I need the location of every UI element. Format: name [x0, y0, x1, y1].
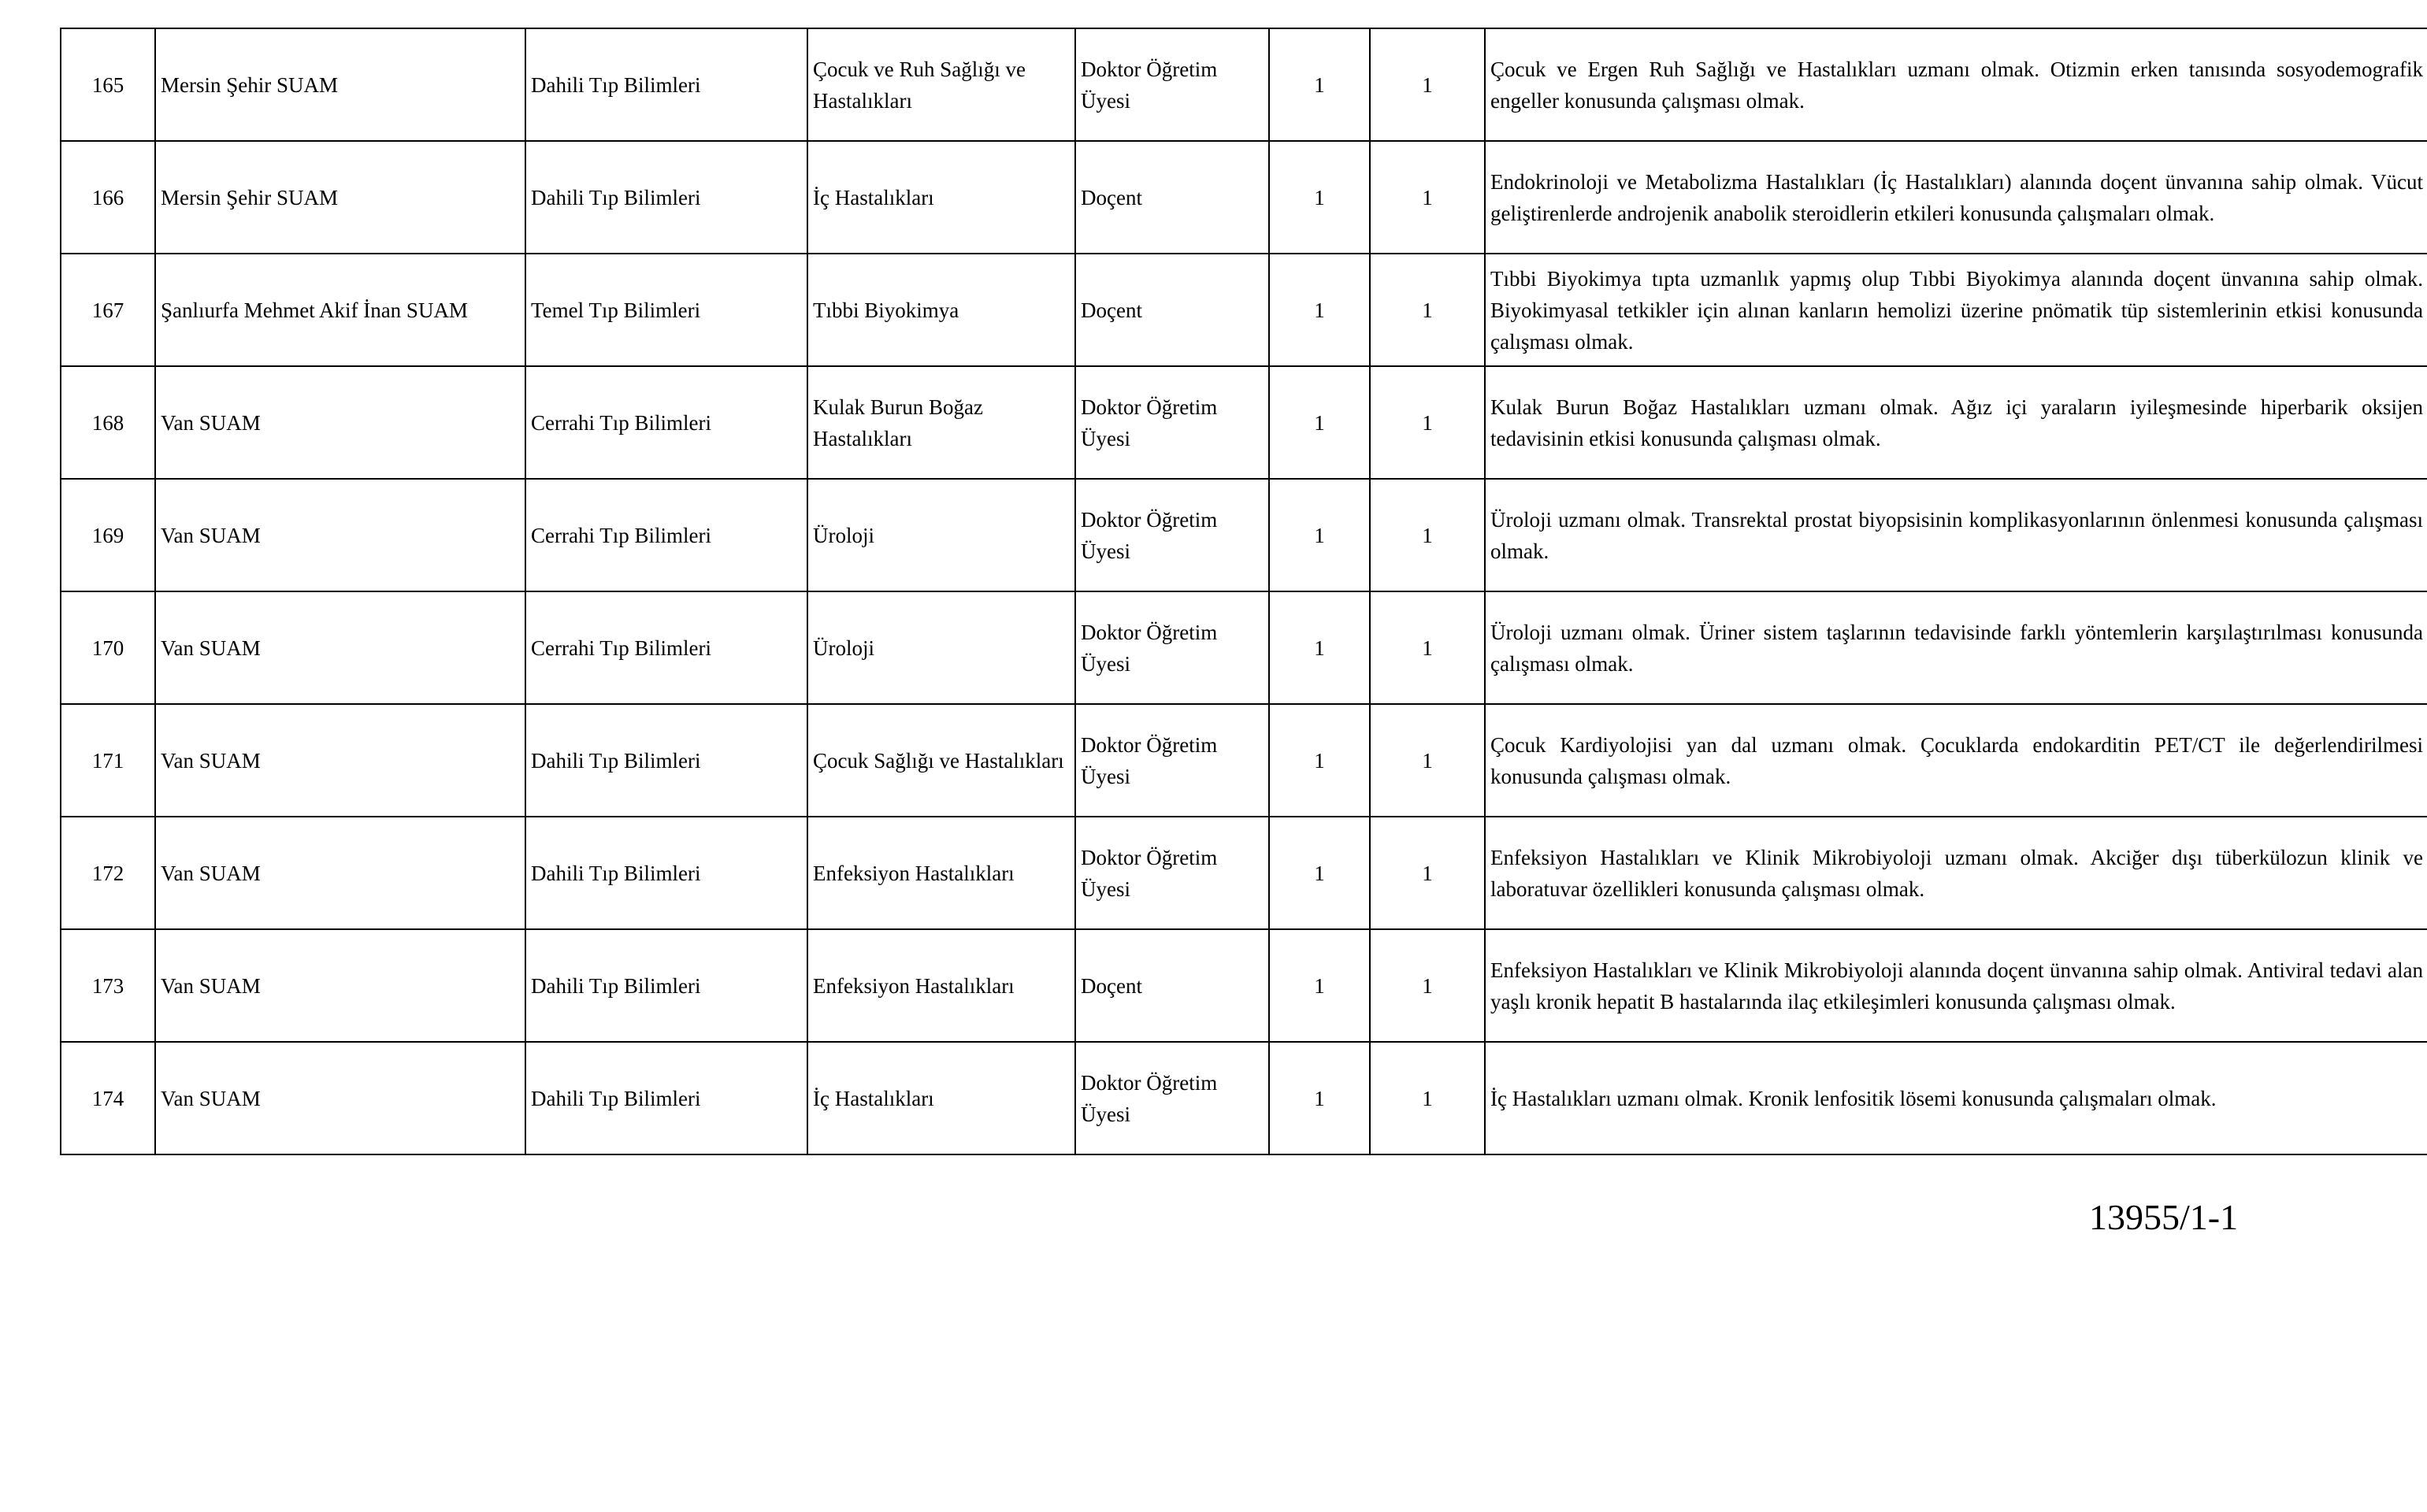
- requirement-cell: Üroloji uzmanı olmak. Transrektal prostat biyopsisinin komplikasyonlarının önlenmesi konusunda çalışması olmak.: [1485, 479, 2427, 591]
- table-row: [61, 704, 2427, 817]
- table-row: [61, 817, 2427, 929]
- requirement-cell: Endokrinoloji ve Metabolizma Hastalıkları (İç Hastalıkları) alanında doçent ünvanına sahip olmak. Vücut geliştirenlerde androjenik anabolik steroidlerin etkileri konusunda çalışmaları olmak.: [1485, 141, 2427, 254]
- requirement-cell: Çocuk Kardiyolojisi yan dal uzmanı olmak. Çocuklarda endokarditin PET/CT ile değerlendirilmesi konusunda çalışması olmak.: [1485, 704, 2427, 817]
- academic-title-cell: Doktor Öğretim Üyesi: [1075, 479, 1269, 591]
- count-cell: 1: [1370, 704, 1485, 817]
- institution-cell: Mersin Şehir SUAM: [155, 141, 525, 254]
- academic-title-cell: Doktor Öğretim Üyesi: [1075, 366, 1269, 479]
- academic-title-cell: Doçent: [1075, 254, 1269, 366]
- field-cell: Cerrahi Tıp Bilimleri: [525, 479, 807, 591]
- department-cell: Çocuk Sağlığı ve Hastalıkları: [807, 704, 1075, 817]
- count-cell: 1: [1370, 929, 1485, 1042]
- academic-title-cell: Doktor Öğretim Üyesi: [1075, 704, 1269, 817]
- field-cell: Dahili Tıp Bilimleri: [525, 1042, 807, 1154]
- requirement-cell: Enfeksiyon Hastalıkları ve Klinik Mikrobiyoloji alanında doçent ünvanına sahip olmak. Antiviral tedavi alan yaşlı kronik hepatit B hastalarında ilaç etkileşimleri konusunda çalışması olmak.: [1485, 929, 2427, 1042]
- institution-cell: Van SUAM: [155, 817, 525, 929]
- field-cell: Temel Tıp Bilimleri: [525, 254, 807, 366]
- count-cell: 1: [1269, 366, 1370, 479]
- requirement-cell: Enfeksiyon Hastalıkları ve Klinik Mikrobiyoloji uzmanı olmak. Akciğer dışı tüberkülozun klinik ve laboratuvar özellikleri konusunda çalışması olmak.: [1485, 817, 2427, 929]
- institution-cell: Van SUAM: [155, 704, 525, 817]
- row-number-cell: 173: [61, 929, 155, 1042]
- institution-cell: Mersin Şehir SUAM: [155, 28, 525, 141]
- count-cell: 1: [1269, 141, 1370, 254]
- department-cell: İç Hastalıkları: [807, 141, 1075, 254]
- institution-cell: Van SUAM: [155, 591, 525, 704]
- count-cell: 1: [1370, 1042, 1485, 1154]
- count-cell: 1: [1269, 1042, 1370, 1154]
- field-cell: Dahili Tıp Bilimleri: [525, 28, 807, 141]
- academic-title-cell: Doçent: [1075, 929, 1269, 1042]
- table-row: [61, 479, 2427, 591]
- row-number-cell: 166: [61, 141, 155, 254]
- academic-title-cell: Doktor Öğretim Üyesi: [1075, 591, 1269, 704]
- announcement-table: [60, 28, 2427, 1155]
- field-cell: Dahili Tıp Bilimleri: [525, 704, 807, 817]
- document-reference-number: 13955/1-1: [2089, 1197, 2239, 1237]
- count-cell: 1: [1370, 366, 1485, 479]
- count-cell: 1: [1269, 254, 1370, 366]
- row-number-cell: 172: [61, 817, 155, 929]
- count-cell: 1: [1370, 817, 1485, 929]
- institution-cell: Şanlıurfa Mehmet Akif İnan SUAM: [155, 254, 525, 366]
- table-row: [61, 254, 2427, 366]
- academic-title-cell: Doktor Öğretim Üyesi: [1075, 28, 1269, 141]
- count-cell: 1: [1370, 591, 1485, 704]
- field-cell: Cerrahi Tıp Bilimleri: [525, 366, 807, 479]
- department-cell: Üroloji: [807, 591, 1075, 704]
- requirement-cell: Çocuk ve Ergen Ruh Sağlığı ve Hastalıkları uzmanı olmak. Otizmin erken tanısında sosyodemografik engeller konusunda çalışması olmak.: [1485, 28, 2427, 141]
- institution-cell: Van SUAM: [155, 479, 525, 591]
- table-row: [61, 1042, 2427, 1154]
- table-row: [61, 141, 2427, 254]
- count-cell: 1: [1370, 28, 1485, 141]
- count-cell: 1: [1269, 591, 1370, 704]
- department-cell: Enfeksiyon Hastalıkları: [807, 817, 1075, 929]
- table-body: [61, 28, 2427, 1154]
- requirement-cell: İç Hastalıkları uzmanı olmak. Kronik lenfositik lösemi konusunda çalışmaları olmak.: [1485, 1042, 2427, 1154]
- row-number-cell: 168: [61, 366, 155, 479]
- field-cell: Dahili Tıp Bilimleri: [525, 929, 807, 1042]
- table-row: [61, 366, 2427, 479]
- department-cell: Üroloji: [807, 479, 1075, 591]
- requirement-cell: Tıbbi Biyokimya tıpta uzmanlık yapmış olup Tıbbi Biyokimya alanında doçent ünvanına sahip olmak. Biyokimyasal tetkikler için alınan kanların hemolizi üzerine pnömatik tüp sistemlerinin etkisi konusunda çalışması olmak.: [1485, 254, 2427, 366]
- count-cell: 1: [1269, 817, 1370, 929]
- requirement-cell: Kulak Burun Boğaz Hastalıkları uzmanı olmak. Ağız içi yaraların iyileşmesinde hiperbarik oksijen tedavisinin etkisi konusunda çalışması olmak.: [1485, 366, 2427, 479]
- institution-cell: Van SUAM: [155, 929, 525, 1042]
- table-row: [61, 929, 2427, 1042]
- row-number-cell: 174: [61, 1042, 155, 1154]
- department-cell: İç Hastalıkları: [807, 1042, 1075, 1154]
- count-cell: 1: [1269, 28, 1370, 141]
- count-cell: 1: [1370, 141, 1485, 254]
- requirement-cell: Üroloji uzmanı olmak. Üriner sistem taşlarının tedavisinde farklı yöntemlerin karşılaştırılması konusunda çalışması olmak.: [1485, 591, 2427, 704]
- row-number-cell: 167: [61, 254, 155, 366]
- academic-title-cell: Doktor Öğretim Üyesi: [1075, 817, 1269, 929]
- row-number-cell: 170: [61, 591, 155, 704]
- table-row: [61, 591, 2427, 704]
- academic-title-cell: Doktor Öğretim Üyesi: [1075, 1042, 1269, 1154]
- field-cell: Dahili Tıp Bilimleri: [525, 141, 807, 254]
- count-cell: 1: [1269, 704, 1370, 817]
- department-cell: Çocuk ve Ruh Sağlığı ve Hastalıkları: [807, 28, 1075, 141]
- table-row: [61, 28, 2427, 141]
- count-cell: 1: [1269, 479, 1370, 591]
- row-number-cell: 165: [61, 28, 155, 141]
- institution-cell: Van SUAM: [155, 1042, 525, 1154]
- count-cell: 1: [1370, 479, 1485, 591]
- field-cell: Dahili Tıp Bilimleri: [525, 817, 807, 929]
- row-number-cell: 171: [61, 704, 155, 817]
- count-cell: 1: [1269, 929, 1370, 1042]
- count-cell: 1: [1370, 254, 1485, 366]
- field-cell: Cerrahi Tıp Bilimleri: [525, 591, 807, 704]
- department-cell: Kulak Burun Boğaz Hastalıkları: [807, 366, 1075, 479]
- row-number-cell: 169: [61, 479, 155, 591]
- department-cell: Enfeksiyon Hastalıkları: [807, 929, 1075, 1042]
- institution-cell: Van SUAM: [155, 366, 525, 479]
- department-cell: Tıbbi Biyokimya: [807, 254, 1075, 366]
- academic-title-cell: Doçent: [1075, 141, 1269, 254]
